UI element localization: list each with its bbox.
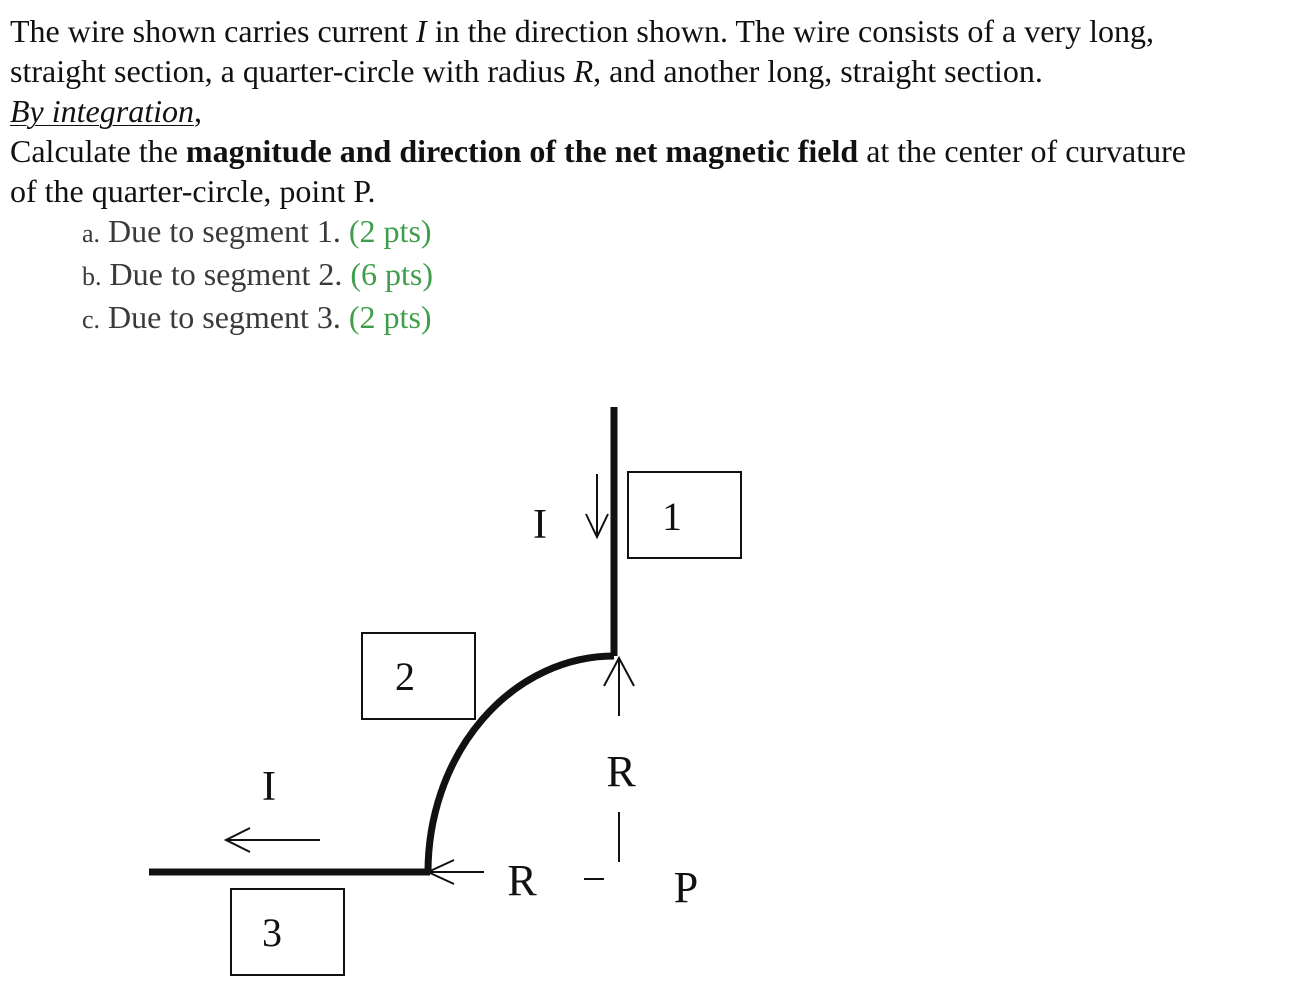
segment-1-label-box (628, 472, 741, 558)
line-1-end: in the direction shown. The wire consists of a very long, (426, 13, 1154, 49)
current-label-bottom: I (262, 764, 276, 810)
current-arrow-down-icon (586, 474, 608, 537)
radius-symbol: R (573, 53, 594, 89)
segment-2-label: 2 (395, 654, 415, 699)
line-2-start: straight section, a quarter-circle with radius (10, 53, 574, 89)
method-comma: , (193, 93, 202, 129)
part-c-text: Due to segment 3. (100, 299, 349, 335)
radius-label-horizontal: R (507, 856, 537, 905)
line-4-start: Calculate the (10, 133, 186, 169)
part-c-points: (2 pts) (348, 299, 432, 335)
part-b-letter: b. (82, 262, 102, 291)
part-a-letter: a. (82, 219, 101, 248)
segment-2-label-box (362, 633, 475, 719)
line-1-start: The wire shown carries current (10, 13, 417, 49)
segment-3-label: 3 (262, 910, 282, 955)
radius-label-vertical: R (606, 747, 636, 796)
segment-1-label: 1 (662, 494, 682, 539)
segment-3-label-box (231, 889, 344, 975)
part-b-text: Due to segment 2. (101, 256, 351, 292)
part-c-letter: c. (82, 305, 101, 334)
line-4-end: at the center of curvature (858, 133, 1186, 169)
current-arrow-left-icon (226, 828, 320, 852)
line-2-end: , and another long, straight section. (593, 53, 1043, 89)
problem-line-5: of the quarter-circle, point P. (10, 173, 376, 209)
current-symbol: I (416, 13, 427, 49)
part-b-points: (6 pts) (350, 256, 433, 292)
part-a-points: (2 pts) (348, 213, 432, 249)
line-4-bold: magnitude and direction of the net magnetic field (185, 133, 859, 169)
point-p-label: P (673, 863, 699, 912)
method-label: By integration (10, 93, 194, 129)
part-a-text: Due to segment 1. (100, 213, 349, 249)
current-label-top: I (533, 502, 547, 548)
